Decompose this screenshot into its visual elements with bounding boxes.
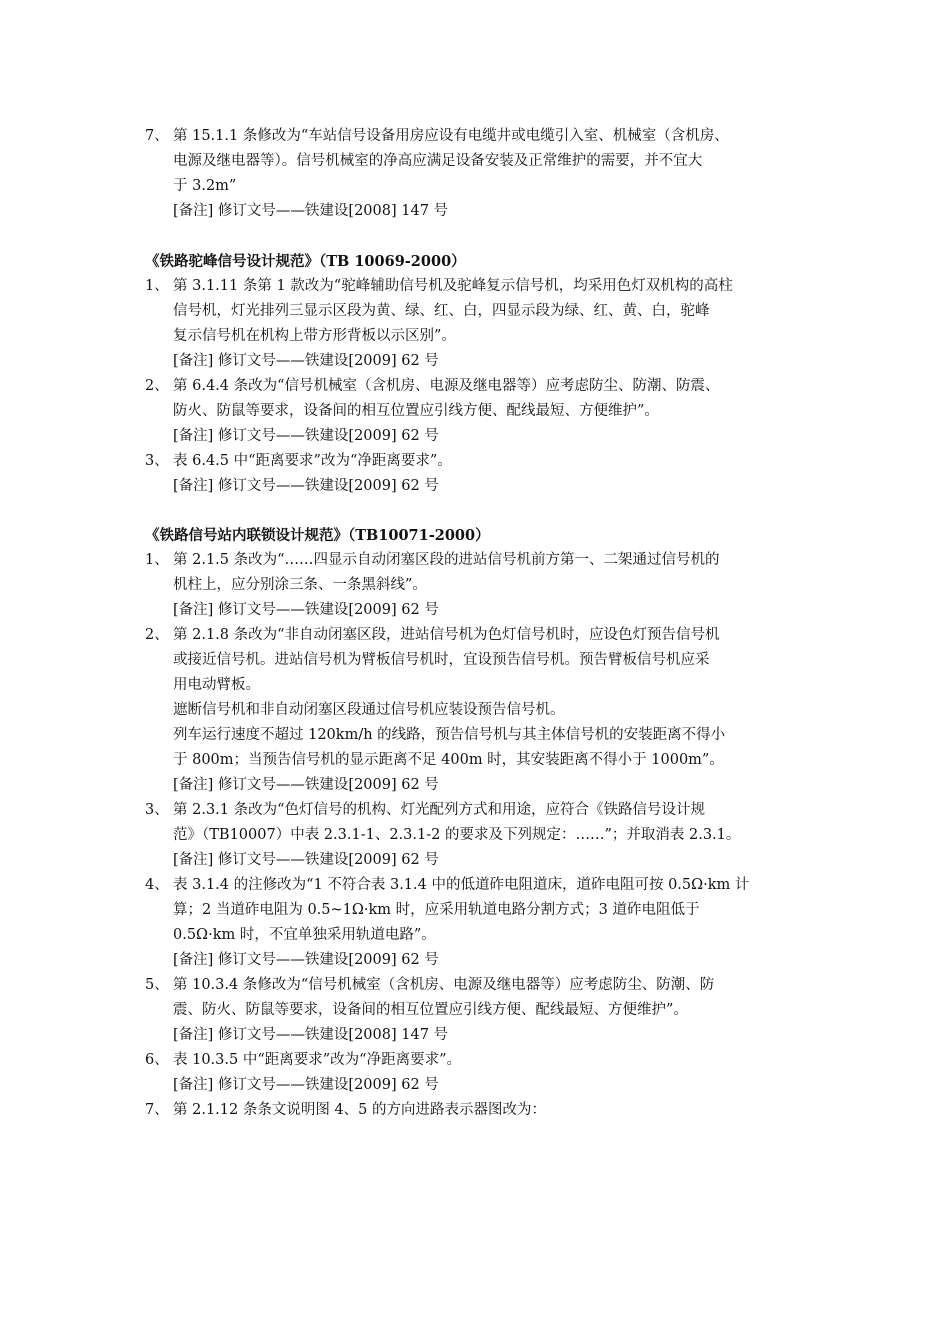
item-text bbox=[173, 623, 815, 773]
list-item bbox=[145, 449, 815, 474]
text-line: 信号机，灯光排列三显示区段为黄、绿、红、白，四显示段为绿、红、黄、白，驼峰 bbox=[173, 303, 710, 319]
list-item bbox=[145, 124, 815, 199]
text-line: 于 800m；当预告信号机的显示距离不足 400m 时，其安装距离不得小于 1000m”。 bbox=[173, 752, 724, 768]
revision-note: [备注] 修订文号——铁建设[2008] 147 号 bbox=[173, 203, 449, 219]
text-line: 第 2.3.1 条改为“色灯信号的机构、灯光配列方式和用途，应符合《铁路信号设计规 bbox=[173, 802, 706, 818]
section-title: 《铁路驼峰信号设计规范》（TB 10069-2000） bbox=[145, 253, 466, 270]
text-line: 震、防火、防鼠等要求，设备间的相互位置应引线方便、配线最短、方便维护”。 bbox=[173, 1002, 688, 1018]
item-text bbox=[173, 124, 815, 199]
revision-note: [备注] 修订文号——铁建设[2009] 62 号 bbox=[173, 852, 439, 868]
text-line: 机柱上，应分别涂三条、一条黑斜线”。 bbox=[173, 577, 427, 593]
item-text bbox=[173, 548, 815, 598]
list-item bbox=[145, 798, 815, 848]
list-item bbox=[145, 374, 815, 424]
revision-note: [备注] 修订文号——铁建设[2008] 147 号 bbox=[173, 1027, 449, 1043]
item-number: 1、 bbox=[145, 278, 169, 294]
item-number: 3、 bbox=[145, 802, 169, 818]
list-item bbox=[145, 873, 815, 948]
text-line: 遮断信号机和非自动闭塞区段通过信号机应装设预告信号机。 bbox=[173, 702, 565, 718]
text-line: 表 6.4.5 中“距离要求”改为“净距离要求”。 bbox=[173, 453, 452, 469]
item-text bbox=[173, 374, 815, 424]
item-number: 5、 bbox=[145, 977, 169, 993]
list-item bbox=[145, 623, 815, 773]
item-text bbox=[173, 798, 815, 848]
item-text bbox=[173, 973, 815, 1023]
text-line: 于 3.2m” bbox=[173, 178, 237, 194]
text-line: 第 2.1.8 条改为“非自动闭塞区段，进站信号机为色灯信号机时，应设色灯预告信号机 bbox=[173, 627, 720, 643]
item-number: 2、 bbox=[145, 378, 169, 394]
text-line: 0.5Ω·km 时，不宜单独采用轨道电路”。 bbox=[173, 927, 436, 943]
list-item bbox=[145, 274, 815, 349]
revision-note: [备注] 修订文号——铁建设[2009] 62 号 bbox=[173, 353, 439, 369]
item-text bbox=[173, 873, 815, 948]
text-line: 电源及继电器等）。信号机械室的净高应满足设备安装及正常维护的需要，并不宜大 bbox=[173, 153, 703, 169]
item-number: 2、 bbox=[145, 627, 169, 643]
item-text bbox=[173, 274, 815, 349]
revision-note: [备注] 修订文号——铁建设[2009] 62 号 bbox=[173, 602, 439, 618]
text-line: 第 2.1.5 条改为“……四显示自动闭塞区段的进站信号机前方第一、二架通过信号机的 bbox=[173, 552, 720, 568]
item-text bbox=[173, 449, 815, 474]
section-title: 《铁路信号站内联锁设计规范》（TB10071-2000） bbox=[145, 527, 490, 544]
list-item bbox=[145, 1048, 815, 1073]
text-line: 防火、防鼠等要求，设备间的相互位置应引线方便、配线最短、方便维护”。 bbox=[173, 403, 659, 419]
list-item bbox=[145, 1098, 815, 1123]
item-number: 3、 bbox=[145, 453, 169, 469]
item-text bbox=[173, 1098, 815, 1123]
revision-note: [备注] 修订文号——铁建设[2009] 62 号 bbox=[173, 428, 439, 444]
list-item bbox=[145, 548, 815, 598]
text-line: 第 6.4.4 条改为“信号机械室（含机房、电源及继电器等）应考虑防尘、防潮、防震、 bbox=[173, 378, 720, 394]
text-line: 第 10.3.4 条修改为“信号机械室（含机房、电源及继电器等）应考虑防尘、防潮、防 bbox=[173, 977, 715, 993]
list-item bbox=[145, 973, 815, 1023]
item-text bbox=[173, 1048, 815, 1073]
text-line: 第 2.1.12 条条文说明图 4、5 的方向进路表示器图改为： bbox=[173, 1102, 547, 1118]
item-number: 6、 bbox=[145, 1052, 169, 1068]
revision-note: [备注] 修订文号——铁建设[2009] 62 号 bbox=[173, 1077, 439, 1093]
text-line: 复示信号机在机构上带方形背板以示区别”。 bbox=[173, 328, 456, 344]
item-number: 1、 bbox=[145, 552, 169, 568]
revision-note: [备注] 修订文号——铁建设[2009] 62 号 bbox=[173, 952, 439, 968]
item-number: 7、 bbox=[145, 1102, 169, 1118]
text-line: 表 10.3.5 中“距离要求”改为“净距离要求”。 bbox=[173, 1052, 461, 1068]
text-line: 列车运行速度不超过 120km/h 的线路，预告信号机与其主体信号机的安装距离不得小 bbox=[173, 727, 726, 743]
text-line: 算；2 当道砟电阻为 0.5~1Ω·km 时，应采用轨道电路分割方式；3 道砟电阻低于 bbox=[173, 902, 700, 918]
item-number: 4、 bbox=[145, 877, 169, 893]
revision-note: [备注] 修订文号——铁建设[2009] 62 号 bbox=[173, 777, 439, 793]
text-line: 第 3.1.11 条第 1 款改为“驼峰辅助信号机及驼峰复示信号机，均采用色灯双机构的高柱 bbox=[173, 278, 733, 294]
text-line: 用电动臂板。 bbox=[173, 677, 260, 693]
item-number: 7、 bbox=[145, 128, 169, 144]
text-line: 第 15.1.1 条修改为“车站信号设备用房应设有电缆井或电缆引入室、机械室（含机房、 bbox=[173, 128, 729, 144]
text-line: 范》（TB10007）中表 2.3.1-1、2.3.1-2 的要求及下列规定：……”；并取消表 2.3.1。 bbox=[173, 827, 741, 843]
text-line: 表 3.1.4 的注修改为“1 不符合表 3.1.4 中的低道砟电阻道床，道砟电阻可按 0.5Ω·km 计 bbox=[173, 877, 750, 893]
revision-note: [备注] 修订文号——铁建设[2009] 62 号 bbox=[173, 478, 439, 494]
text-line: 或接近信号机。进站信号机为臂板信号机时，宜设预告信号机。预告臂板信号机应采 bbox=[173, 652, 710, 668]
